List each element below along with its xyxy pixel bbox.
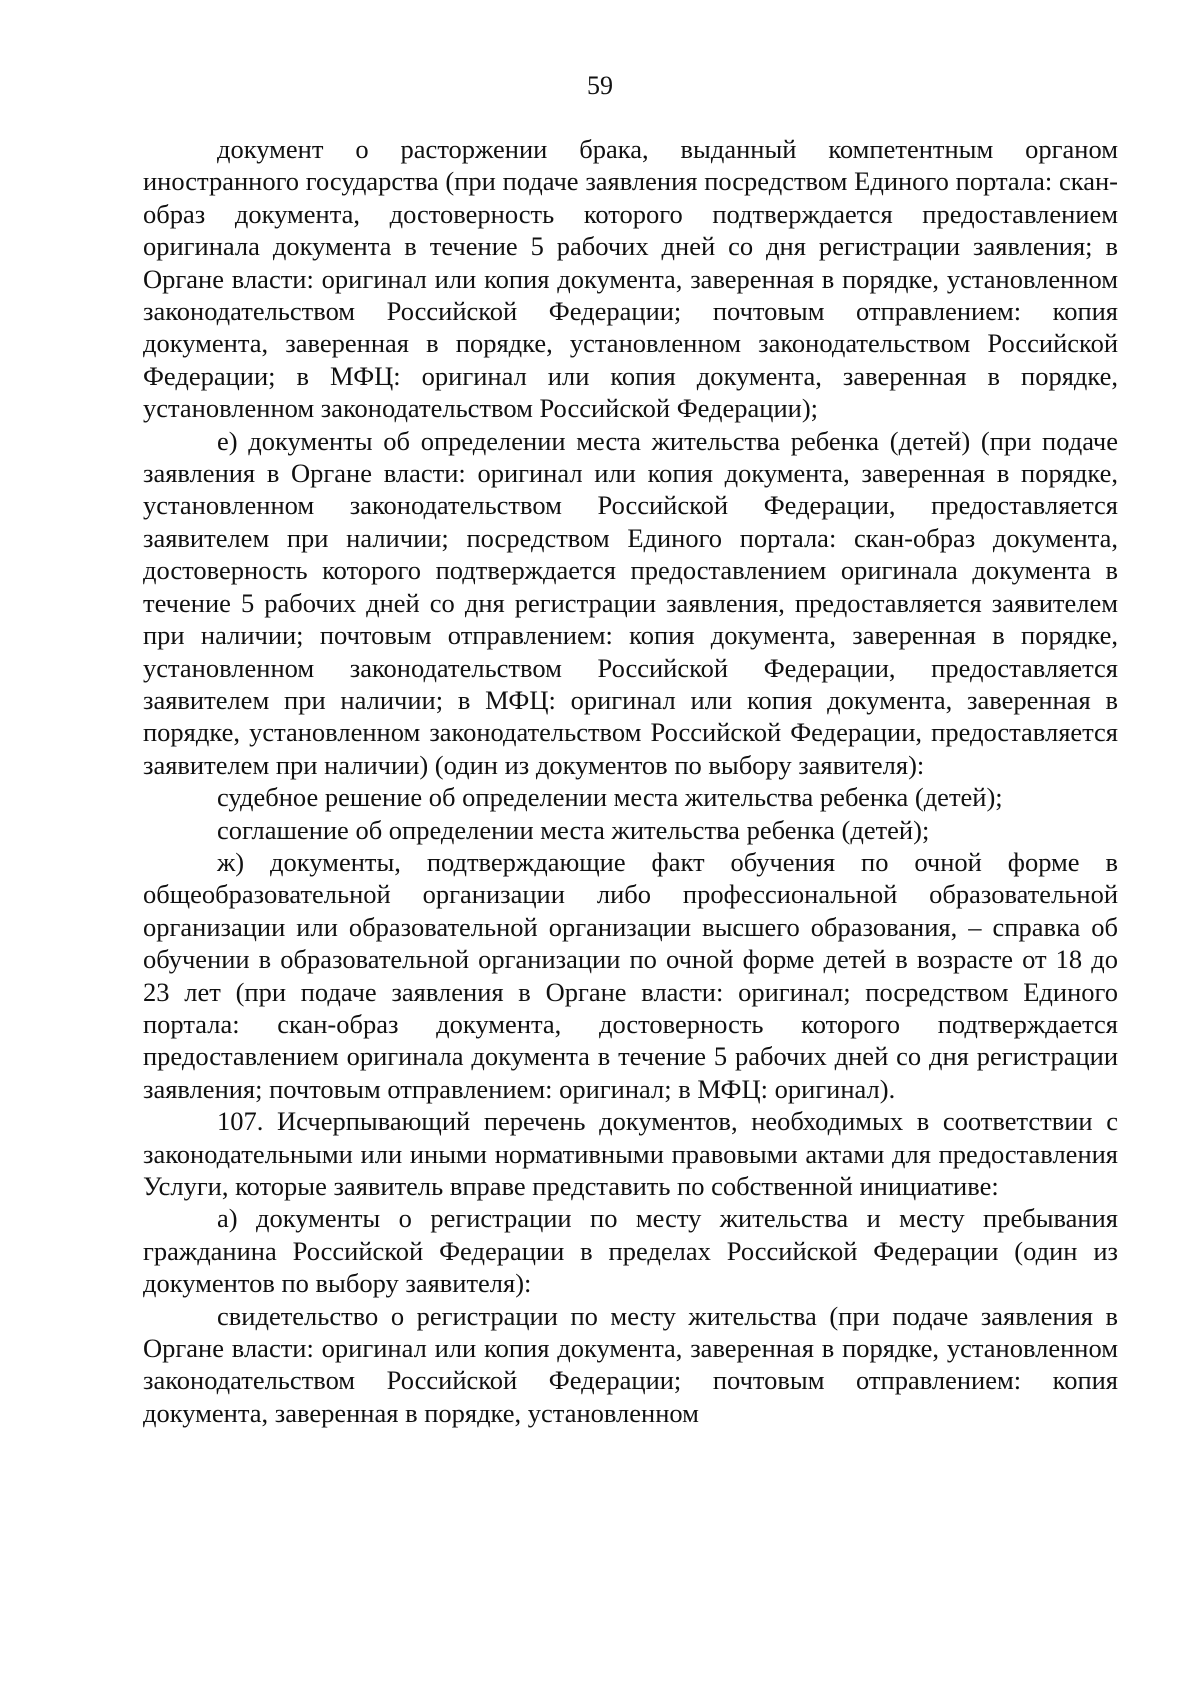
- document-body: [143, 133, 1118, 1429]
- paragraph-107-document-list: 107. Исчерпывающий перечень документов, необходимых в соответствии с законодательными или иными нормативными правовыми актами для предоставления Услуги, которые заявитель вправе представить по собственной инициативе:: [143, 1106, 1118, 1201]
- paragraph-court-decision: судебное решение об определении места жительства ребенка (детей);: [217, 782, 1003, 813]
- paragraph-registration-certificate: свидетельство о регистрации по месту жительства (при подаче заявления в Органе власти: оригинал или копия документа, заверенная в порядке, установленном законодательством Российской Федерации; почтовым отправлением: копия документа, заверенная в порядке, установленном: [143, 1300, 1118, 1428]
- paragraph-divorce-document: документ о расторжении брака, выданный компетентным органом иностранного государства (при подаче заявления посредством Единого портала: скан-образ документа, достоверность которого подтверждается предоставлением оригинала документа в течение 5 рабочих дней со дня регистрации заявления; в Органе власти: оригинал или копия документа, заверенная в порядке, установленном законодательством Российской Федерации; почтовым отправлением: копия документа, заверенная в порядке, установленном законодательством Российской Федерации; в МФЦ: оригинал или копия документа, заверенная в порядке, установленном законодательством Российской Федерации);: [143, 134, 1118, 424]
- paragraph-zh-education-documents: ж) документы, подтверждающие факт обучения по очной форме в общеобразовательной организации либо профессиональной образовательной организации или образовательной организации высшего образования, – справка об обучении в образовательной организации по очной форме детей в возрасте от 18 до 23 лет (при подаче заявления в Органе власти: оригинал; посредством Единого портала: скан-образ документа, достоверность которого подтверждается предоставлением оригинала документа в течение 5 рабочих дней со дня регистрации заявления; почтовым отправлением: оригинал; в МФЦ: оригинал).: [143, 846, 1118, 1104]
- paragraph-e-residence-documents: е) документы об определении места жительства ребенка (детей) (при подаче заявления в Органе власти: оригинал или копия документа, заверенная в порядке, установленном законодательством Российской Федерации, предоставляется заявителем при наличии; посредством Единого портала: скан-образ документа, достоверность которого подтверждается предоставлением оригинала документа в течение 5 рабочих дней со дня регистрации заявления, предоставляется заявителем при наличии; почтовым отправлением: копия документа, заверенная в порядке, установленном законодательством Российской Федерации, предоставляется заявителем при наличии; в МФЦ: оригинал или копия документа, заверенная в порядке, установленном законодательством Российской Федерации, предоставляется заявителем при наличии) (один из документов по выбору заявителя):: [143, 425, 1118, 780]
- paragraph-agreement: соглашение об определении места жительства ребенка (детей);: [217, 814, 930, 845]
- page-number: 59: [587, 71, 613, 100]
- paragraph-a-registration-documents: а) документы о регистрации по месту жительства и месту пребывания гражданина Российской Федерации в пределах Российской Федерации (один из документов по выбору заявителя):: [143, 1203, 1118, 1299]
